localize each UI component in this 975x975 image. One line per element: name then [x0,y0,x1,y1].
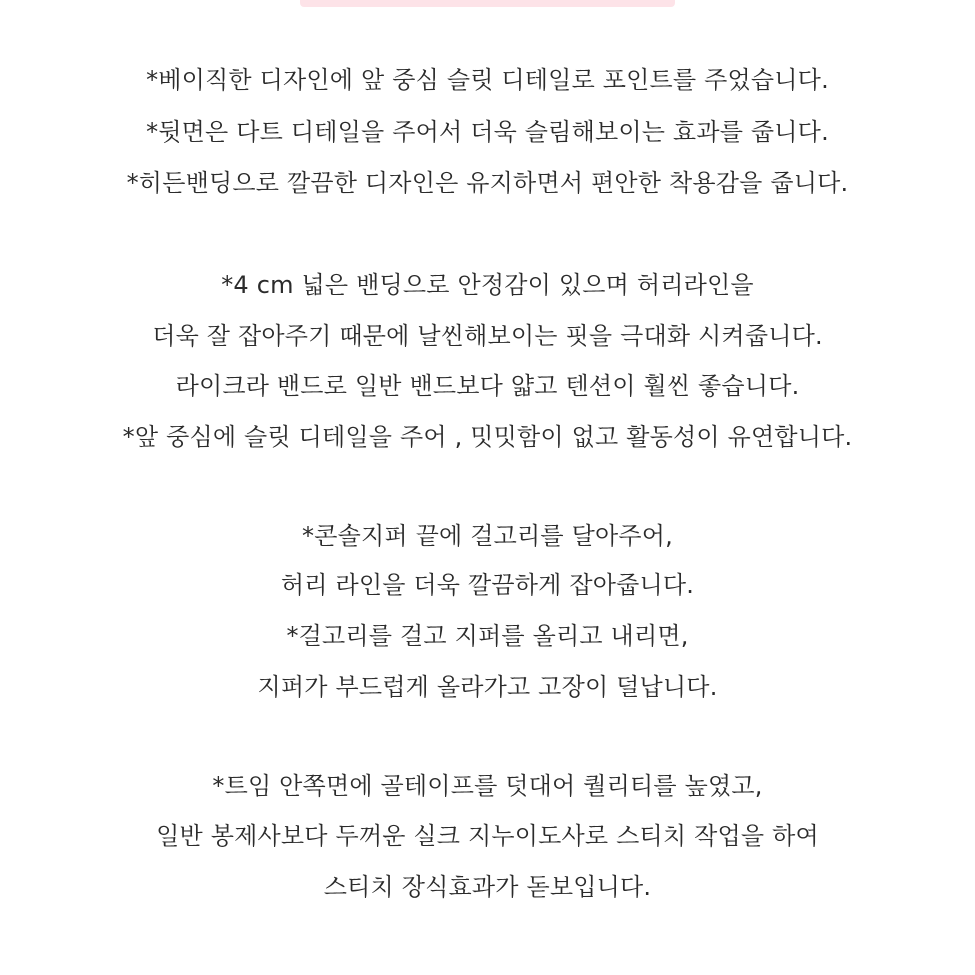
top-banner [300,0,675,7]
description-line: 지퍼가 부드럽게 올라가고 고장이 덜납니다. [257,673,718,701]
description-line: *앞 중심에 슬릿 디테일을 주어 , 밋밋함이 없고 활동성이 유연합니다. [122,423,853,451]
description-line: *베이직한 디자인에 앞 중심 슬릿 디테일로 포인트를 주었습니다. [146,66,829,94]
description-line: *4 cm 넓은 밴딩으로 안정감이 있으며 허리라인을 [221,271,754,299]
description-line: *뒷면은 다트 디테일을 주어서 더욱 슬림해보이는 효과를 줍니다. [146,118,829,146]
description-line: 일반 봉제사보다 두꺼운 실크 지누이도사로 스티치 작업을 하여 [156,822,819,850]
description-line: 더욱 잘 잡아주기 때문에 날씬해보이는 핏을 극대화 시켜줍니다. [152,322,823,350]
description-line: 스티치 장식효과가 돋보입니다. [323,873,652,901]
description-line: *콘솔지퍼 끝에 걸고리를 달아주어, [302,522,673,550]
description-line: 허리 라인을 더욱 깔끔하게 잡아줍니다. [280,571,695,599]
description-line: *트임 안쪽면에 골테이프를 덧대어 퀄리티를 높였고, [212,772,763,800]
description-line: 라이크라 밴드로 일반 밴드보다 얇고 텐션이 훨씬 좋습니다. [175,372,800,400]
description-line: *히든밴딩으로 깔끔한 디자인은 유지하면서 편안한 착용감을 줍니다. [126,169,849,197]
description-line: *걸고리를 걸고 지퍼를 올리고 내리면, [286,622,689,650]
